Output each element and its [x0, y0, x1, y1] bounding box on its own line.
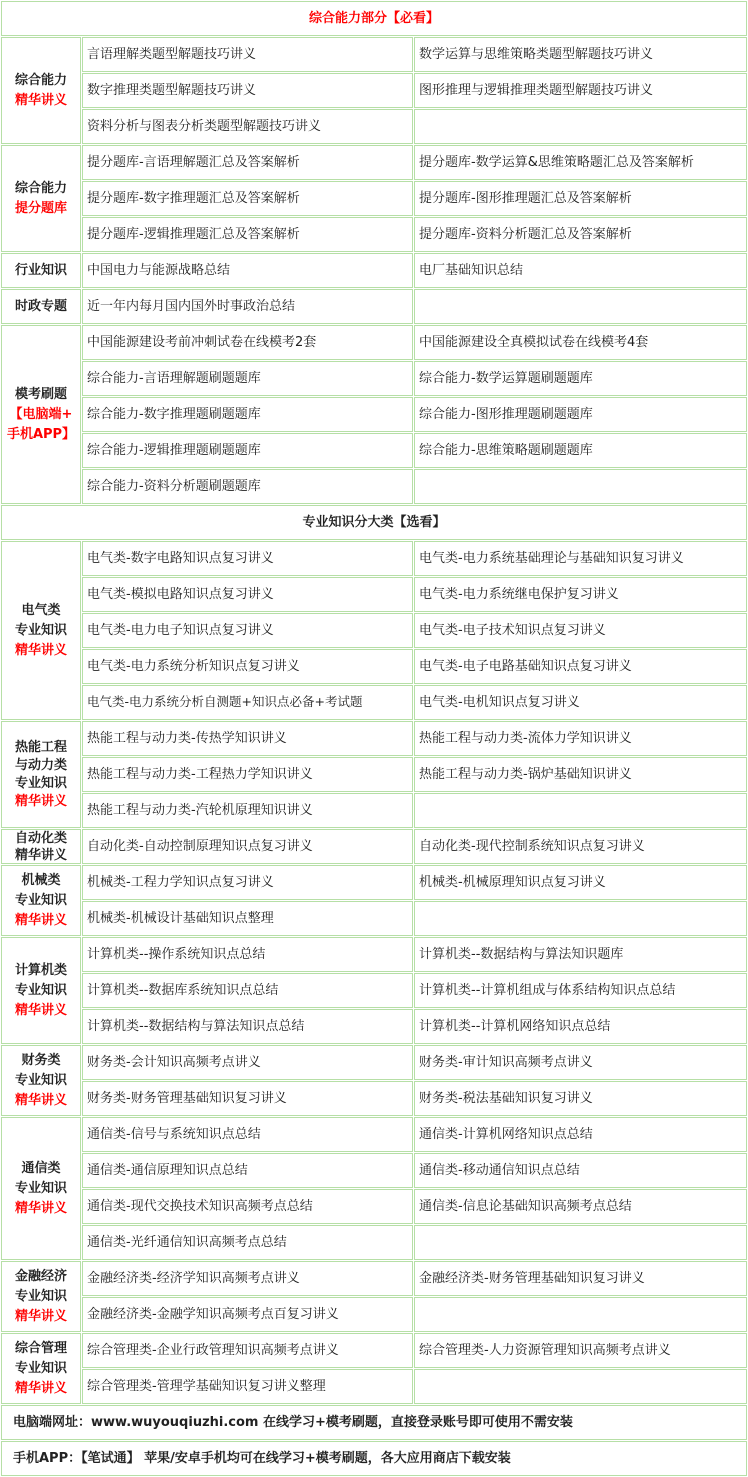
group-label-communication — [1, 1117, 81, 1260]
list-item[interactable]: 提分题库-资料分析题汇总及答案解析 — [414, 217, 747, 252]
list-item[interactable]: 计算机类--计算机网络知识点总结 — [414, 1009, 747, 1044]
empty-cell — [414, 109, 747, 144]
list-item[interactable]: 近一年内每月国内国外时事政治总结 — [82, 289, 413, 324]
list-item[interactable]: 电气类-电机知识点复习讲义 — [414, 685, 747, 720]
group-label-line: 金融经济 — [14, 1268, 67, 1284]
group-label-highlight: 精华讲义 — [14, 1308, 67, 1324]
group-label-line: 精华讲义 — [14, 847, 67, 863]
section-tag: 【必看】 — [387, 11, 440, 26]
list-item[interactable]: 自动化类-现代控制系统知识点复习讲义 — [414, 829, 747, 864]
list-item[interactable]: 金融经济类-金融学知识高频考点百复习讲义 — [82, 1297, 413, 1332]
group-label-line: 模考刷题 — [14, 386, 67, 402]
group-label-line: 专业知识 — [14, 622, 67, 638]
list-item[interactable]: 电气类-电子技术知识点复习讲义 — [414, 613, 747, 648]
group-label-highlight: 精华讲义 — [14, 1380, 67, 1396]
list-item[interactable]: 资料分析与图表分析类题型解题技巧讲义 — [82, 109, 413, 144]
empty-cell — [414, 289, 747, 324]
list-item[interactable]: 热能工程与动力类-流体力学知识讲义 — [414, 721, 747, 756]
list-item[interactable]: 中国电力与能源战略总结 — [82, 253, 413, 288]
list-item[interactable]: 综合管理类-企业行政管理知识高频考点讲义 — [82, 1333, 413, 1368]
group-label-highlight: 精华讲义 — [14, 642, 67, 658]
empty-cell — [414, 1297, 747, 1332]
group-label-finance — [1, 1045, 81, 1116]
group-label-line: 自动化类 — [14, 830, 67, 846]
group-label-automation — [1, 829, 81, 864]
list-item[interactable]: 电气类-电力系统分析自测题+知识点必备+考试题 — [82, 685, 413, 720]
list-item[interactable]: 电气类-电力系统分析知识点复习讲义 — [82, 649, 413, 684]
group-label-highlight: 精华讲义 — [14, 92, 67, 108]
group-label-highlight: 精华讲义 — [14, 1200, 67, 1216]
group-label-line: 通信类 — [21, 1160, 61, 1176]
list-item[interactable]: 财务类-会计知识高频考点讲义 — [82, 1045, 413, 1080]
group-label-thermal — [1, 721, 81, 828]
group-label-line: 计算机类 — [14, 962, 67, 978]
group-label-mock — [1, 325, 81, 504]
list-item[interactable]: 金融经济类-经济学知识高频考点讲义 — [82, 1261, 413, 1296]
list-item[interactable]: 机械类-机械设计基础知识点整理 — [82, 901, 413, 936]
list-item[interactable]: 提分题库-数学运算&思维策略题汇总及答案解析 — [414, 145, 747, 180]
section-header-general — [1, 1, 747, 36]
list-item[interactable]: 中国能源建设考前冲刺试卷在线模考2套 — [82, 325, 413, 360]
list-item[interactable]: 机械类-机械原理知识点复习讲义 — [414, 865, 747, 900]
group-label-highlight: 精华讲义 — [14, 1092, 67, 1108]
group-label-line: 综合能力 — [14, 72, 67, 88]
group-label-line: 时政专题 — [14, 298, 67, 314]
list-item[interactable]: 财务类-财务管理基础知识复习讲义 — [82, 1081, 413, 1116]
empty-cell — [414, 469, 747, 504]
group-label-line: 机械类 — [21, 872, 61, 888]
section-title: 专业知识分大类 — [302, 515, 394, 530]
list-item[interactable]: 通信类-信息论基础知识高频考点总结 — [414, 1189, 747, 1224]
group-label-line: 热能工程 — [14, 739, 67, 755]
list-item[interactable]: 热能工程与动力类-传热学知识讲义 — [82, 721, 413, 756]
footer-pc-url — [1, 1405, 747, 1440]
group-label-line: 专业知识 — [14, 1072, 67, 1088]
group-label-highlight: 手机APP】 — [6, 426, 76, 442]
list-item[interactable]: 通信类-计算机网络知识点总结 — [414, 1117, 747, 1152]
list-item[interactable]: 电气类-模拟电路知识点复习讲义 — [82, 577, 413, 612]
group-label-mechanical — [1, 865, 81, 936]
list-item[interactable]: 提分题库-数字推理题汇总及答案解析 — [82, 181, 413, 216]
group-label-management — [1, 1333, 81, 1404]
list-item[interactable]: 财务类-税法基础知识复习讲义 — [414, 1081, 747, 1116]
group-label-politics — [1, 289, 81, 324]
list-item[interactable]: 综合管理类-管理学基础知识复习讲义整理 — [82, 1369, 413, 1404]
group-label-line: 专业知识 — [14, 775, 67, 791]
empty-cell — [414, 793, 747, 828]
list-item[interactable]: 计算机类--计算机组成与体系结构知识点总结 — [414, 973, 747, 1008]
list-item[interactable]: 热能工程与动力类-锅炉基础知识讲义 — [414, 757, 747, 792]
footer-pc-text[interactable]: 电脑端网址：www.wuyouqiuzhi.com 在线学习+模考刷题，直接登录账号即可使用不需安装 — [13, 1415, 573, 1430]
list-item[interactable]: 通信类-光纤通信知识高频考点总结 — [82, 1225, 413, 1260]
group-label-line: 专业知识 — [14, 1180, 67, 1196]
footer-app-text: 手机APP：【笔试通】 苹果/安卓手机均可在线学习+模考刷题，各大应用商店下载安装 — [13, 1451, 511, 1466]
list-item[interactable]: 综合能力-资料分析题刷题题库 — [82, 469, 413, 504]
list-item[interactable]: 金融经济类-财务管理基础知识复习讲义 — [414, 1261, 747, 1296]
group-label-highlight: 精华讲义 — [14, 912, 67, 928]
section-tag: 【选看】 — [393, 515, 446, 530]
list-item[interactable]: 通信类-现代交换技术知识高频考点总结 — [82, 1189, 413, 1224]
section-title: 综合能力部分 — [308, 11, 387, 26]
list-item[interactable]: 通信类-信号与系统知识点总结 — [82, 1117, 413, 1152]
list-item[interactable]: 言语理解类题型解题技巧讲义 — [82, 37, 413, 72]
empty-cell — [414, 1225, 747, 1260]
list-item[interactable]: 通信类-通信原理知识点总结 — [82, 1153, 413, 1188]
footer-app — [1, 1441, 747, 1476]
list-item[interactable]: 财务类-审计知识高频考点讲义 — [414, 1045, 747, 1080]
list-item[interactable]: 电厂基础知识总结 — [414, 253, 747, 288]
list-item[interactable]: 综合能力-数学运算题刷题题库 — [414, 361, 747, 396]
list-item[interactable]: 综合管理类-人力资源管理知识高频考点讲义 — [414, 1333, 747, 1368]
list-item[interactable]: 电气类-电子电路基础知识点复习讲义 — [414, 649, 747, 684]
group-label-economics — [1, 1261, 81, 1332]
list-item[interactable]: 电气类-电力系统基础理论与基础知识复习讲义 — [414, 541, 747, 576]
group-label-essence — [1, 37, 81, 144]
group-label-line: 电气类 — [21, 602, 61, 618]
list-item[interactable]: 自动化类-自动控制原理知识点复习讲义 — [82, 829, 413, 864]
list-item[interactable]: 电气类-数字电路知识点复习讲义 — [82, 541, 413, 576]
list-item[interactable]: 电气类-电力电子知识点复习讲义 — [82, 613, 413, 648]
list-item[interactable]: 数学运算与思维策略类题型解题技巧讲义 — [414, 37, 747, 72]
list-item[interactable]: 计算机类--数据结构与算法知识题库 — [414, 937, 747, 972]
group-label-line: 综合管理 — [14, 1340, 67, 1356]
section-header-professional — [1, 505, 747, 540]
list-item[interactable]: 综合能力-数字推理题刷题题库 — [82, 397, 413, 432]
list-item[interactable]: 提分题库-言语理解题汇总及答案解析 — [82, 145, 413, 180]
group-label-highlight: 精华讲义 — [14, 1002, 67, 1018]
group-label-line: 行业知识 — [14, 262, 67, 278]
list-item[interactable]: 计算机类--数据库系统知识点总结 — [82, 973, 413, 1008]
list-item[interactable]: 中国能源建设全真模拟试卷在线模考4套 — [414, 325, 747, 360]
list-item[interactable]: 提分题库-图形推理题汇总及答案解析 — [414, 181, 747, 216]
group-label-line: 财务类 — [21, 1052, 61, 1068]
list-item[interactable]: 热能工程与动力类-汽轮机原理知识讲义 — [82, 793, 413, 828]
list-item[interactable]: 综合能力-图形推理题刷题题库 — [414, 397, 747, 432]
list-item[interactable]: 机械类-工程力学知识点复习讲义 — [82, 865, 413, 900]
group-label-line: 专业知识 — [14, 892, 67, 908]
group-label-bank — [1, 145, 81, 252]
list-item[interactable]: 综合能力-言语理解题刷题题库 — [82, 361, 413, 396]
empty-cell — [414, 1369, 747, 1404]
group-label-highlight: 精华讲义 — [14, 793, 67, 809]
group-label-industry — [1, 253, 81, 288]
list-item[interactable]: 计算机类--操作系统知识点总结 — [82, 937, 413, 972]
group-label-highlight: 【电脑端+ — [9, 406, 73, 422]
group-label-highlight: 提分题库 — [14, 200, 67, 216]
list-item[interactable]: 通信类-移动通信知识点总结 — [414, 1153, 747, 1188]
group-label-electrical — [1, 541, 81, 720]
list-item[interactable]: 图形推理与逻辑推理类题型解题技巧讲义 — [414, 73, 747, 108]
list-item[interactable]: 数字推理类题型解题技巧讲义 — [82, 73, 413, 108]
list-item[interactable]: 计算机类--数据结构与算法知识点总结 — [82, 1009, 413, 1044]
list-item[interactable]: 提分题库-逻辑推理题汇总及答案解析 — [82, 217, 413, 252]
group-label-line: 专业知识 — [14, 982, 67, 998]
group-label-line: 专业知识 — [14, 1288, 67, 1304]
list-item[interactable]: 热能工程与动力类-工程热力学知识讲义 — [82, 757, 413, 792]
group-label-line: 综合能力 — [14, 180, 67, 196]
empty-cell — [414, 901, 747, 936]
list-item[interactable]: 综合能力-思维策略题刷题题库 — [414, 433, 747, 468]
group-label-line: 专业知识 — [14, 1360, 67, 1376]
list-item[interactable]: 综合能力-逻辑推理题刷题题库 — [82, 433, 413, 468]
group-label-line: 与动力类 — [14, 757, 67, 773]
list-item[interactable]: 电气类-电力系统继电保护复习讲义 — [414, 577, 747, 612]
group-label-computer — [1, 937, 81, 1044]
